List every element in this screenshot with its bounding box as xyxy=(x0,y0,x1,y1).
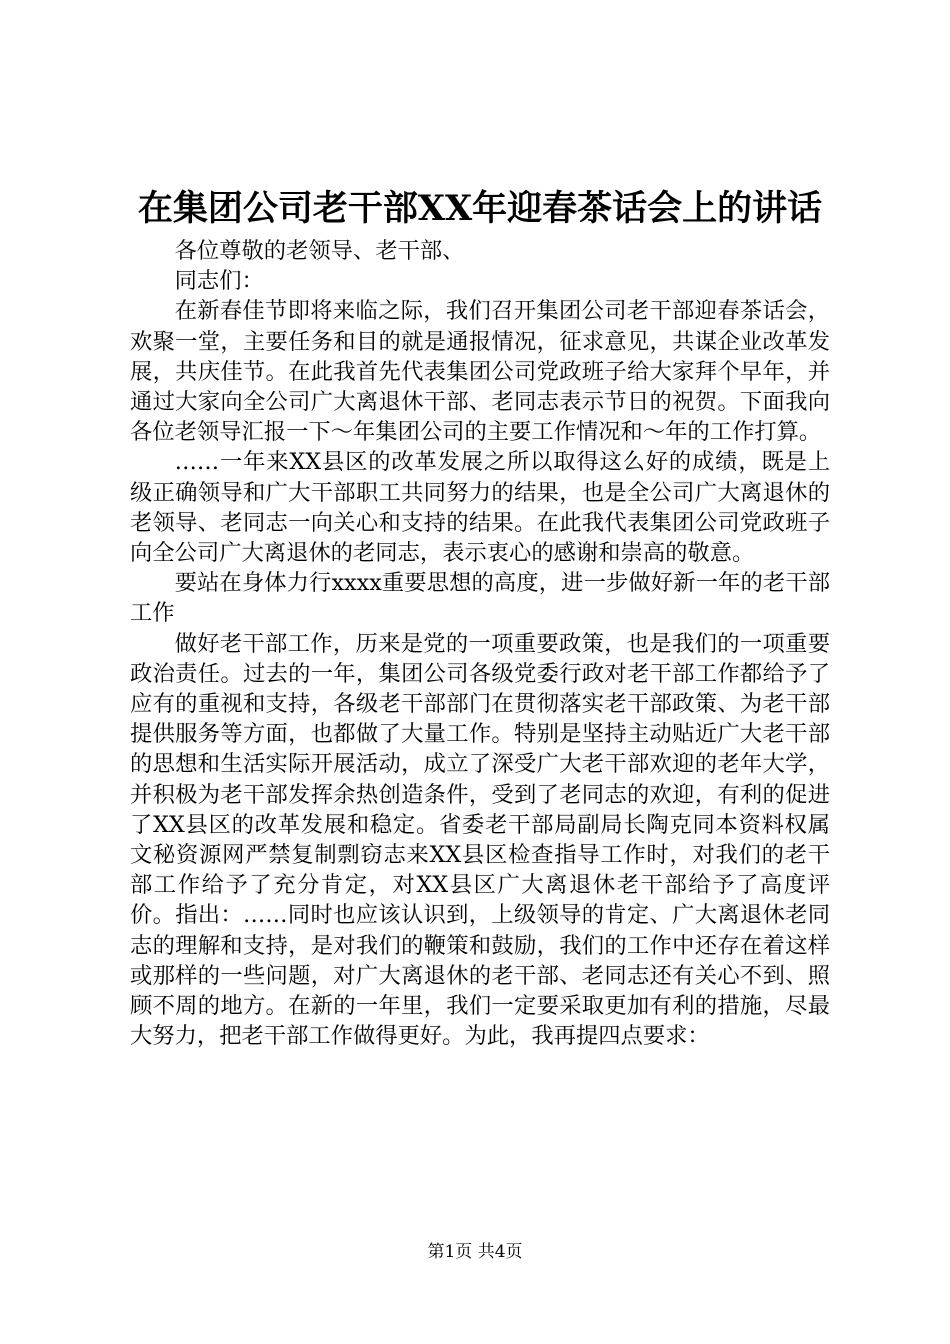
body-paragraph-2: ……一年来XX县区的改革发展之所以取得这么好的成绩，既是上级正确领导和广大干部职工共同努力的结果，也是全公司广大离退休的老领导、老同志一向关心和支持的结果。在此我代表集团公司党政班子向全公司广大离退休的老同志，表示衷心的感谢和崇高的敬意。 xyxy=(130,449,830,567)
body-paragraph-3: 做好老干部工作，历来是党的一项重要政策，也是我们的一项重要政治责任。过去的一年，集团公司各级党委行政对老干部工作都给予了应有的重视和支持，各级老干部部门在贯彻落实老干部政策、为老干部提供服务等方面，也都做了大量工作。特别是坚持主动贴近广大老干部的思想和生活实际开展活动，成立了深受广大老干部欢迎的老年大学，并积极为老干部发挥余热创造条件，受到了老同志的欢迎，有利的促进了XX县区的改革发展和稳定。省委老干部局副局长陶克同本资料权属文秘资源网严禁复制剽窃志来XX县区检查指导工作时，对我们的老干部工作给予了充分肯定，对XX县区广大离退休老干部给予了高度评价。指出：……同时也应该认识到，上级领导的肯定、广大离退休老同志的理解和支持，是对我们的鞭策和鼓励，我们的工作中还存在着这样或那样的一些问题，对广大离退休的老干部、老同志还有关心不到、照顾不周的地方。在新的一年里，我们一定要采取更加有利的措施，尽最大努力，把老干部工作做得更好。为此，我再提四点要求： xyxy=(130,630,830,1050)
document-body xyxy=(130,236,830,1051)
body-paragraph-1: 在新春佳节即将来临之际，我们召开集团公司老干部迎春茶话会，欢聚一堂，主要任务和目的就是通报情况，征求意见，共谋企业改革发展，共庆佳节。在此我首先代表集团公司党政班子给大家拜个早年，并通过大家向全公司广大离退休干部、老同志表示节日的祝贺。下面我向各位老领导汇报一下～年集团公司的主要工作情况和～年的工作打算。 xyxy=(130,298,830,446)
document-title: 在集团公司老干部XX年迎春茶话会上的讲话 xyxy=(137,188,823,229)
salutation-line-1: 各位尊敬的老领导、老干部、 xyxy=(174,238,465,264)
page-number-footer: 第1页 共4页 xyxy=(427,1242,523,1262)
document-page xyxy=(130,0,830,1344)
salutation-line-2: 同志们： xyxy=(174,268,264,295)
section-heading: 要站在身体力行xxxx重要思想的高度，进一步做好新一年的老干部工作 xyxy=(130,570,830,627)
